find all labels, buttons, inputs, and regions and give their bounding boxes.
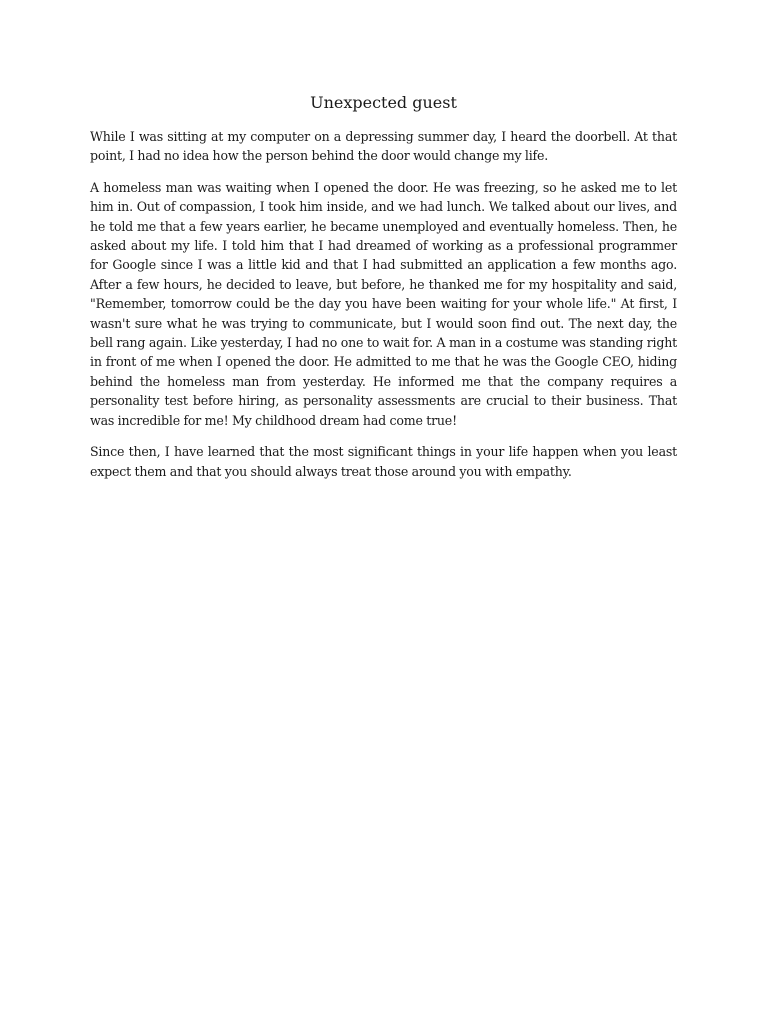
paragraph-conclusion: Since then, I have learned that the most significant things in your life happen when you least expect them and that you should always treat those around you with empathy.	[90, 444, 677, 479]
document-title: Unexpected guest	[310, 93, 457, 112]
paragraph-intro: While I was sitting at my computer on a depressing summer day, I heard the doorbell. At that point, I had no idea how the person behind the door would change my life.	[90, 129, 677, 164]
paragraph-story: A homeless man was waiting when I opened the door. He was freezing, so he asked me to let him in. Out of compassion, I took him inside, and we had lunch. We talked about our lives, and he told me that a few years earlier, he became unemployed and eventually homeless. Then, he asked about my life. I told him that I had dreamed of working as a professional programmer for Google since I was a little kid and that I had submitted an application a few months ago. After a few hours, he decided to leave, but before, he thanked me for my hospitality and said, "Remember, tomorrow could be the day you have been waiting for your whole life." At first, I wasn't sure what he was trying to communicate, but I would soon find out. The next day, the bell rang again. Like yesterday, I had no one to wait for. A man in a costume was standing right in front of me when I opened the door. He admitted to me that he was the Google CEO, hiding behind the homeless man from yesterday. He informed me that the company requires a personality test before hiring, as personality assessments are crucial to their business. That was incredible for me! My childhood dream had come true!	[90, 179, 677, 428]
document-page	[90, 92, 677, 493]
